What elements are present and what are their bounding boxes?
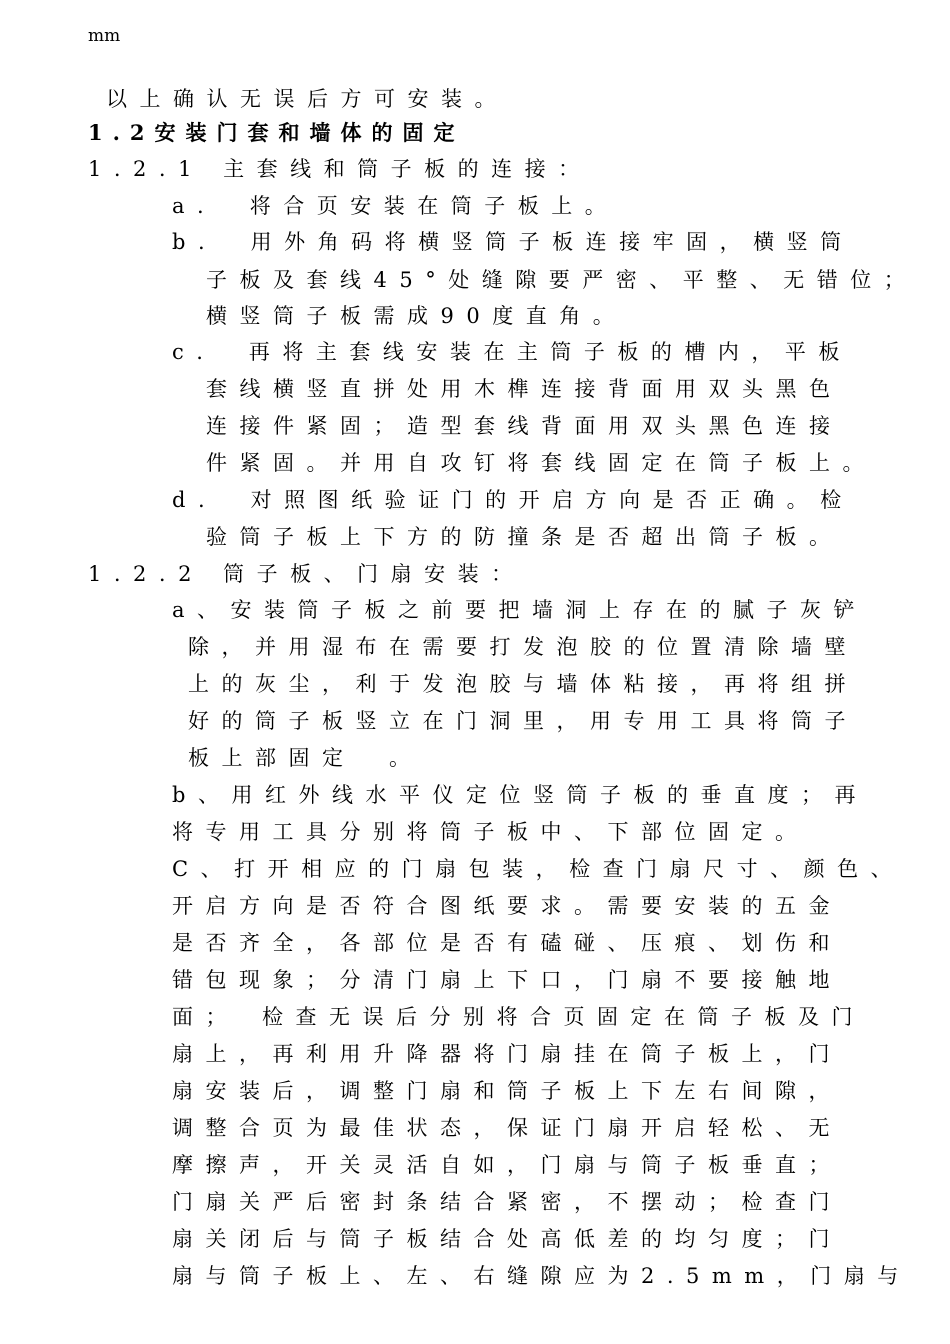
step-c-line-4: 件紧固。并用自攻钉将套线固定在筒子板上。 bbox=[206, 451, 876, 475]
install-a-line-1: a、安装筒子板之前要把墙洞上存在的腻子灰铲 bbox=[172, 598, 868, 622]
step-b-line-1: b. 用外角码将横竖筒子板连接牢固，横竖筒 bbox=[172, 230, 854, 254]
install-c-line-2: 开启方向是否符合图纸要求。需要安装的五金 bbox=[172, 894, 842, 918]
install-c-line-6: 扇上，再利用升降器将门扇挂在筒子板上，门 bbox=[172, 1042, 842, 1066]
step-d-line-1: d. 对照图纸验证门的开启方向是否正确。检 bbox=[172, 488, 854, 512]
install-c-line-7: 扇安装后，调整门扇和筒子板上下左右间隙， bbox=[172, 1079, 842, 1103]
section-heading-1-2: 1.2安装门套和墙体的固定 bbox=[88, 120, 465, 145]
install-a-line-2: 除，并用湿布在需要打发泡胶的位置清除墙壁 bbox=[188, 635, 858, 659]
install-c-line-5: 面； 检查无误后分别将合页固定在筒子板及门 bbox=[172, 1005, 865, 1029]
install-c-line-9: 摩擦声，开关灵活自如，门扇与筒子板垂直； bbox=[172, 1153, 842, 1177]
step-d-line-2: 验筒子板上下方的防撞条是否超出筒子板。 bbox=[206, 525, 843, 549]
install-c-line-11: 扇关闭后与筒子板结合处高低差的均匀度；门 bbox=[172, 1227, 842, 1251]
install-c-line-12: 扇与筒子板上、左、右缝隙应为2.5mm，门扇与 bbox=[172, 1264, 911, 1288]
install-a-line-5: 板上部固定 。 bbox=[188, 746, 423, 770]
step-a-line-1: a. 将合页安装在筒子板上。 bbox=[172, 194, 619, 218]
subsection-heading-1-2-2: 1.2.2 筒子板、门扇安装： bbox=[88, 562, 525, 586]
install-c-line-3: 是否齐全，各部位是否有磕碰、压痕、划伤和 bbox=[172, 931, 842, 955]
install-c-line-4: 错包现象；分清门扇上下口，门扇不要接触地 bbox=[172, 968, 842, 992]
step-c-line-3: 连接件紧固；造型套线背面用双头黑色连接 bbox=[206, 414, 843, 438]
unit-fragment: mm bbox=[88, 26, 121, 46]
subsection-heading-1-2-1: 1.2.1 主套线和筒子板的连接： bbox=[88, 157, 592, 181]
install-c-line-10: 门扇关严后密封条结合紧密，不摆动；检查门 bbox=[172, 1190, 842, 1214]
step-c-line-2: 套线横竖直拼处用木榫连接背面用双头黑色 bbox=[206, 377, 843, 401]
install-a-line-3: 上的灰尘，利于发泡胶与墙体粘接，再将组拼 bbox=[188, 672, 858, 696]
step-c-line-1: c. 再将主套线安装在主筒子板的槽内，平板 bbox=[172, 340, 852, 364]
step-b-line-3: 横竖筒子板需成90度直角。 bbox=[206, 304, 627, 328]
install-c-line-8: 调整合页为最佳状态，保证门扇开启轻松、无 bbox=[172, 1116, 842, 1140]
install-c-line-1: C、打开相应的门扇包装，检查门扇尺寸、颜色、 bbox=[172, 857, 905, 881]
install-b-line-2: 将专用工具分别将筒子板中、下部位固定。 bbox=[172, 820, 809, 844]
install-a-line-4: 好的筒子板竖立在门洞里，用专用工具将筒子 bbox=[188, 709, 858, 733]
install-b-line-1: b、用红外线水平仪定位竖筒子板的垂直度；再 bbox=[172, 783, 868, 807]
confirmation-sentence: 以上确认无误后方可安装。 bbox=[106, 87, 508, 111]
step-b-line-2: 子板及套线45°处缝隙要严密、平整、无错位； bbox=[206, 268, 918, 292]
